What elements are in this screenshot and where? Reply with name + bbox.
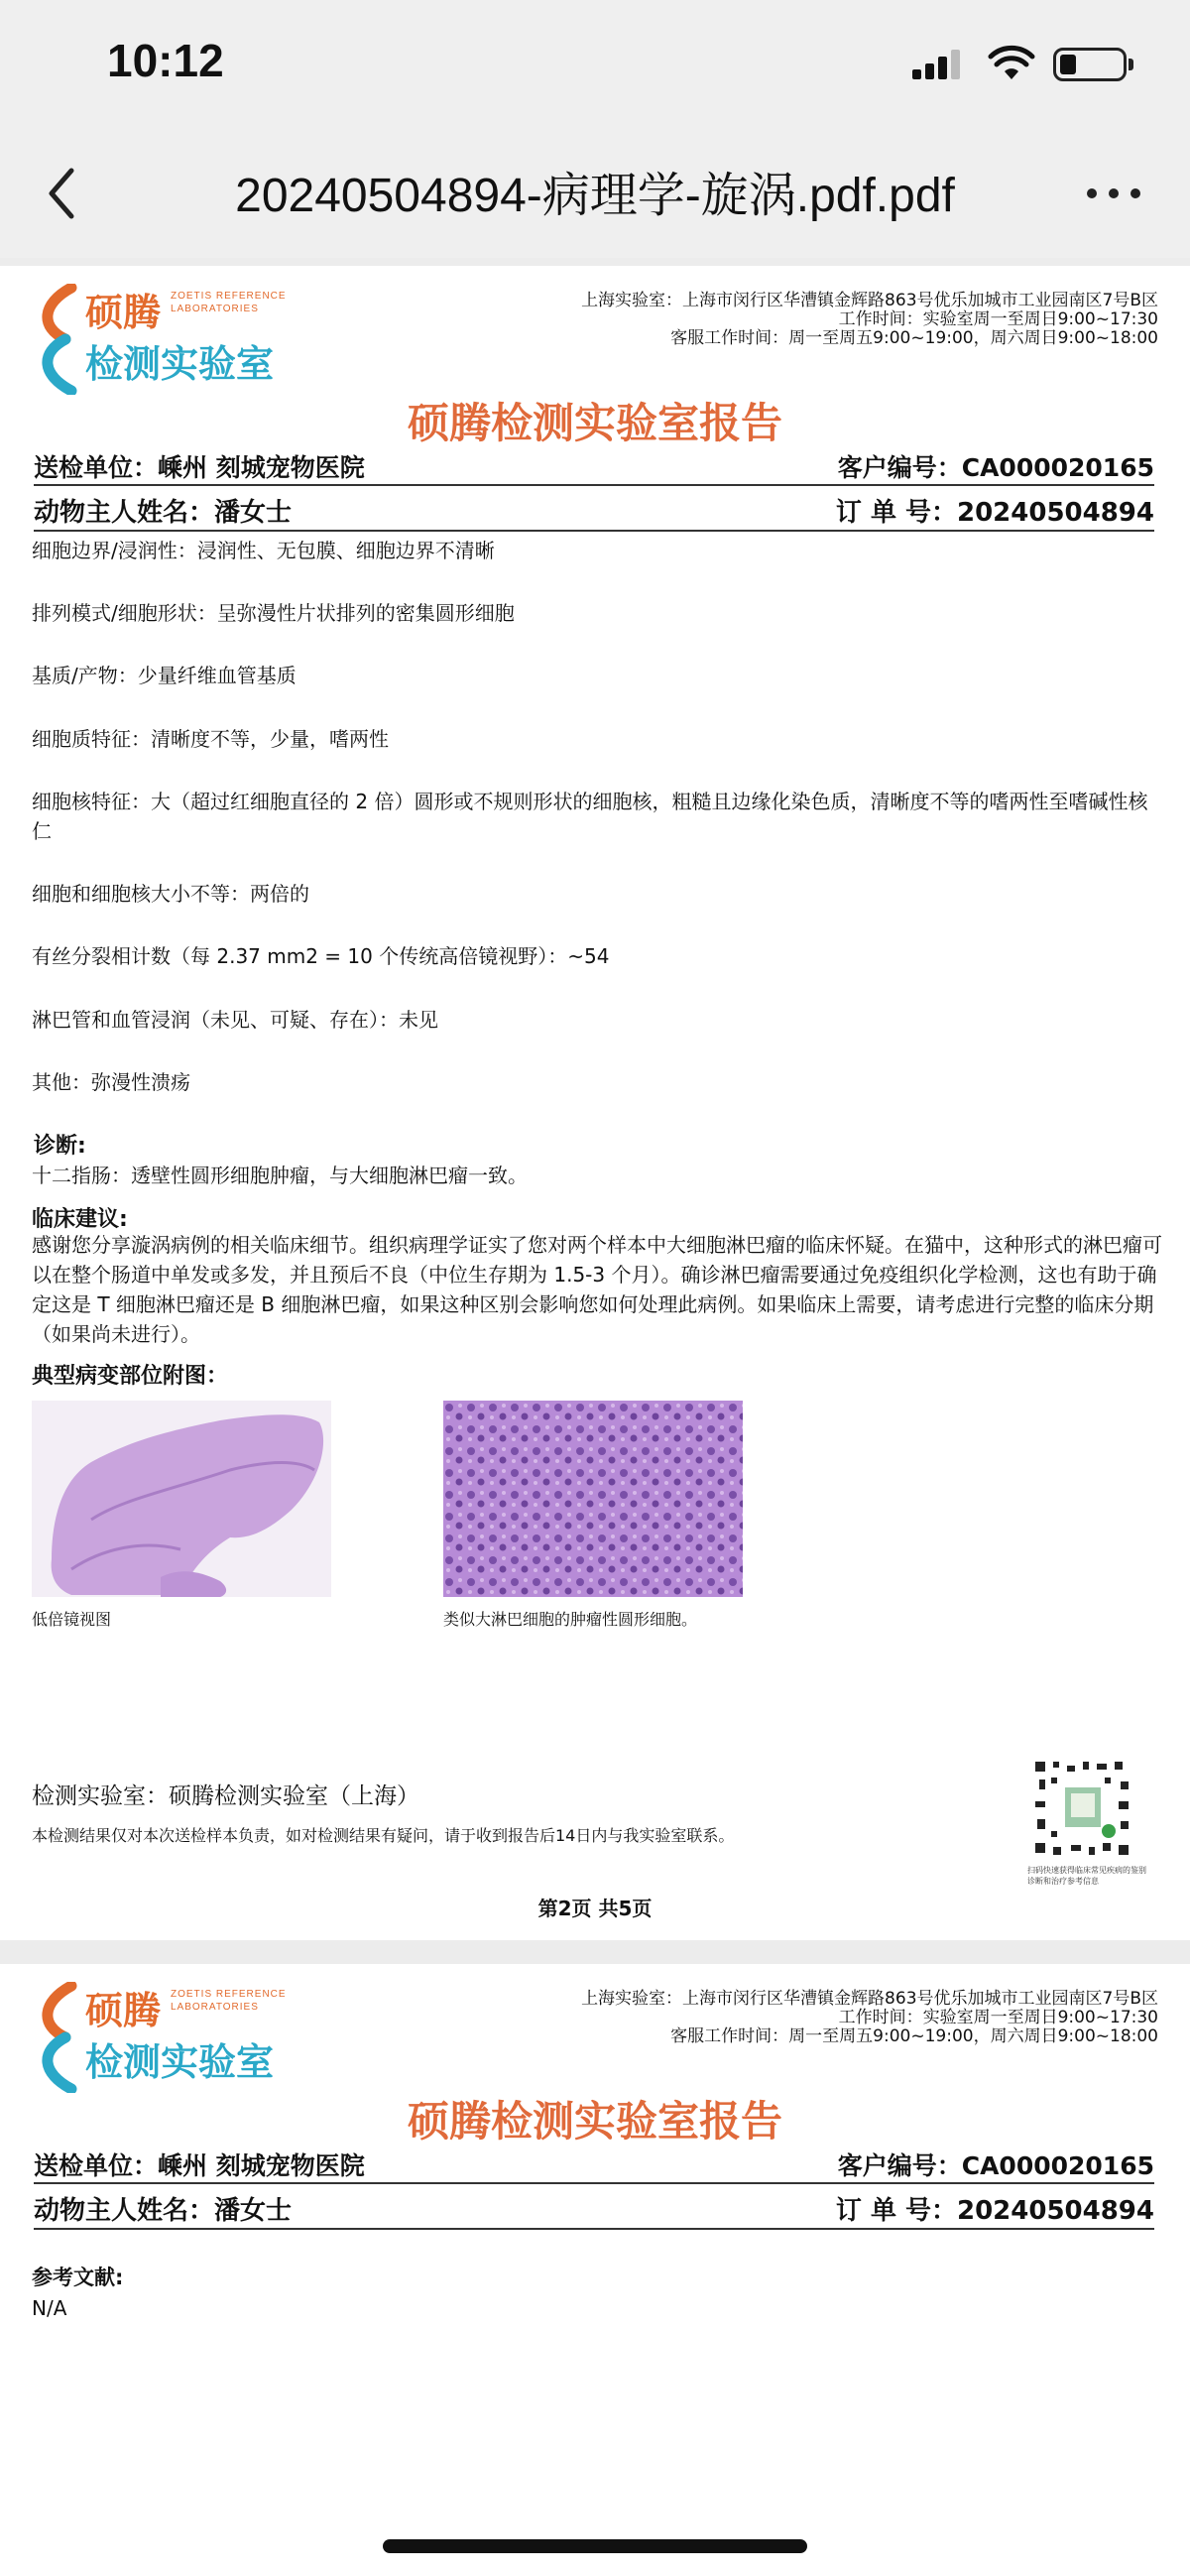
owner-row	[34, 492, 1154, 529]
status-bar	[0, 0, 1190, 129]
divider	[34, 484, 1154, 486]
lab-address: 上海实验室：上海市闵行区华漕镇金辉路863号优乐加城市工业园南区7号B区 工作时间：实验室周一至周日9:00~17:30 客服工作时间：周一至周五9:00~19:00，周六周日9:00~18:00	[581, 291, 1158, 348]
qr-caption: 扫码快速获得临床常见疾病的鉴别诊断和治疗参考信息	[1027, 1866, 1146, 1886]
customer-number: 客户编号：CA000020165	[837, 453, 1154, 482]
report-title: 硕腾检测实验室报告	[407, 2097, 782, 2146]
qr-code	[1031, 1758, 1134, 1861]
field-nucleus: 细胞核特征：大（超过红细胞直径的 2 倍）圆形或不规则形状的细胞核，粗糙且边缘化染色质，清晰度不等的嗜两性至嗜碱性核仁	[32, 790, 1148, 843]
diagnosis-text: 十二指肠：透壁性圆形细胞肿瘤，与大细胞淋巴瘤一致。	[32, 1164, 528, 1187]
field-stroma: 基质/产物：少量纤维血管基质	[32, 664, 297, 687]
sender-row	[34, 2147, 1154, 2182]
battery-icon	[1053, 48, 1127, 81]
references-heading: 参考文献:	[32, 2266, 124, 2289]
owner-row	[34, 2190, 1154, 2227]
references-text: N/A	[32, 2296, 67, 2320]
owner-name: 动物主人姓名：潘女士	[34, 498, 293, 528]
field-other: 其他：弥漫性溃疡	[32, 1070, 190, 1094]
field-mitotic-count: 有丝分裂相计数（每 2.37 mm2 = 10 个传统高倍镜视野）：~54	[32, 944, 610, 968]
order-number: 订 单 号：20240504894	[835, 2196, 1154, 2226]
back-chevron-icon[interactable]	[40, 159, 89, 228]
home-indicator[interactable]	[383, 2539, 807, 2553]
diagnosis-heading: 诊断:	[34, 1134, 86, 1159]
zoetis-logo: 硕腾 ZOETIS REFERENCE LABORATORIES 检测实验室	[32, 1976, 299, 2095]
nav-bar	[0, 129, 1190, 258]
wifi-icon	[988, 44, 1035, 81]
more-options-icon[interactable]	[1081, 169, 1150, 218]
cellular-signal-icon	[912, 50, 964, 79]
order-number: 订 单 号：20240504894	[835, 498, 1154, 528]
field-cytoplasm: 细胞质特征：清晰度不等，少量，嗜两性	[32, 727, 389, 751]
divider	[34, 2228, 1154, 2230]
owner-name: 动物主人姓名：潘女士	[34, 2196, 293, 2226]
low-magnification-image	[32, 1401, 331, 1597]
pdf-page-2	[0, 266, 1190, 1940]
lesion-images-heading: 典型病变部位附图：	[32, 1364, 229, 1389]
divider	[34, 2182, 1154, 2184]
status-time: 10:12	[107, 35, 224, 86]
lab-address: 上海实验室：上海市闵行区华漕镇金辉路863号优乐加城市工业园南区7号B区 工作时间：实验室周一至周日9:00~17:30 客服工作时间：周一至周五9:00~19:00，周六周日9:00~18:00	[581, 1989, 1158, 2046]
document-title: 20240504894-病理学-旋涡.pdf.pdf	[235, 170, 955, 222]
report-title: 硕腾检测实验室报告	[407, 399, 782, 447]
sender-clinic: 送检单位：嵊州 刻城宠物医院	[34, 453, 365, 482]
field-invasion: 淋巴管和血管浸润（未见、可疑、存在）：未见	[32, 1008, 438, 1032]
sender-clinic: 送检单位：嵊州 刻城宠物医院	[34, 2151, 365, 2180]
lab-name-line: 检测实验室：硕腾检测实验室（上海）	[32, 1783, 419, 1809]
high-magnification-image	[443, 1401, 743, 1597]
pdf-page-3	[0, 1964, 1190, 2576]
low-magnification-caption: 低倍镜视图	[32, 1610, 112, 1629]
field-cell-border: 细胞边界/浸润性：浸润性、无包膜、细胞边界不清晰	[32, 539, 495, 562]
disclaimer: 本检测结果仅对本次送检样本负责，如对检测结果有疑问，请于收到报告后14日内与我实验室联系。	[32, 1826, 735, 1845]
sender-row	[34, 448, 1154, 484]
customer-number: 客户编号：CA000020165	[837, 2151, 1154, 2180]
high-magnification-caption: 类似大淋巴细胞的肿瘤性圆形细胞。	[443, 1610, 698, 1629]
zoetis-logo: 硕腾 ZOETIS REFERENCE LABORATORIES 检测实验室	[32, 278, 299, 397]
field-arrangement: 排列模式/细胞形状：呈弥漫性片状排列的密集圆形细胞	[32, 601, 515, 625]
divider	[34, 530, 1154, 532]
clinical-advice-text: 感谢您分享漩涡病例的相关临床细节。组织病理学证实了您对两个样本中大细胞淋巴瘤的临床怀疑。在猫中，这种形式的淋巴瘤可以在整个肠道中单发或多发，并且预后不良（中位生存期为 1.5-3 个月）。确诊淋巴瘤需要通过免疫组织化学检测，这也有助于确定这是 T 细胞淋巴瘤还是 B 细胞淋巴瘤，如果这种区别会影响您如何处理此病例。如果临床上需要，请考虑进行完整的临床分期（如果尚未进行）。	[32, 1233, 1162, 1346]
page-number: 第2页 共5页	[537, 1897, 653, 1920]
field-anisokaryosis: 细胞和细胞核大小不等：两倍的	[32, 882, 309, 906]
clinical-advice-heading: 临床建议:	[32, 1207, 128, 1232]
